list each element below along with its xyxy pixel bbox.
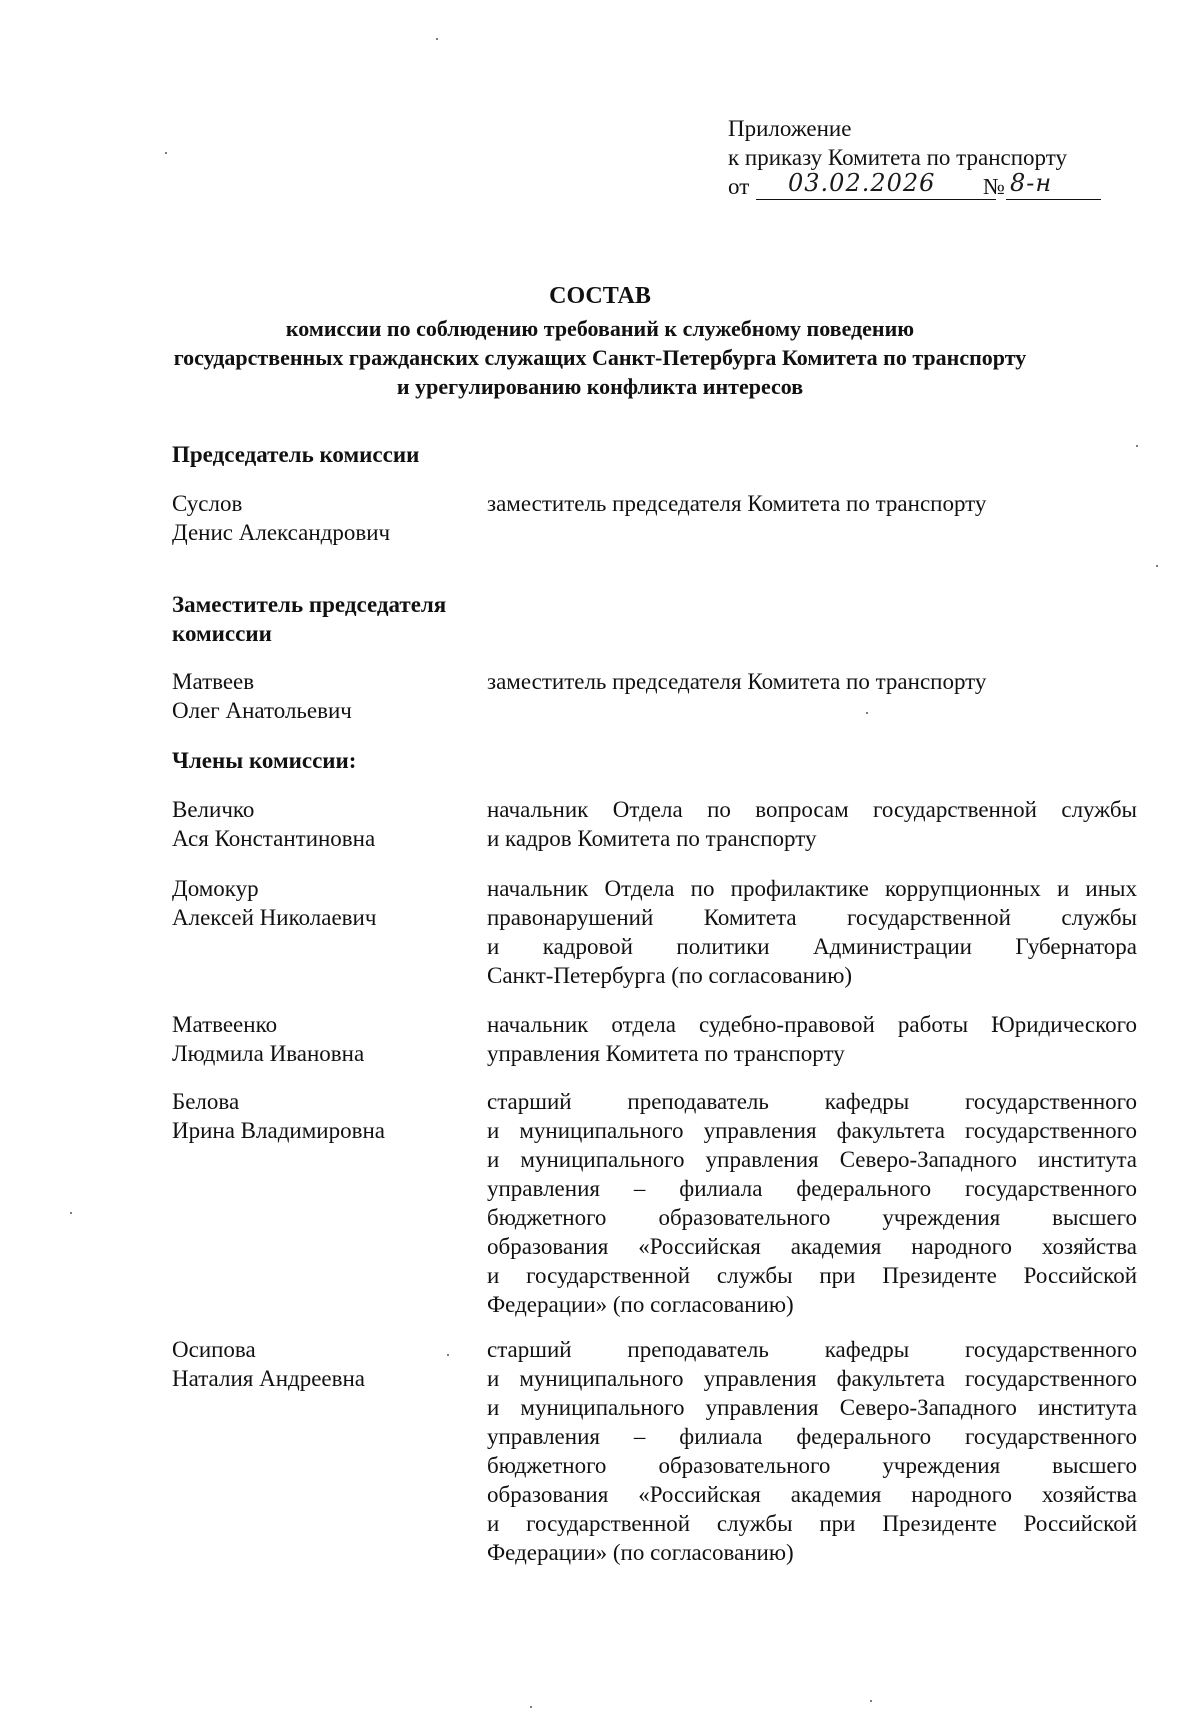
member-given-name: Ася Константиновна	[172, 826, 376, 851]
member-given-name: Наталия Андреевна	[172, 1366, 365, 1391]
role-line: образования «Российская академия народного хозяйства	[487, 1234, 1137, 1259]
member-given-name: Алексей Николаевич	[172, 905, 377, 930]
order-number-handwritten: 8-н	[1010, 169, 1053, 197]
title-line-3: и урегулированию конфликта интересов	[396, 374, 804, 399]
appendix-order-reference: к приказу Комитета по транспорту	[728, 145, 1067, 170]
member-given-name: Людмила Ивановна	[172, 1041, 365, 1066]
member-role	[487, 489, 1137, 518]
member-name	[172, 1010, 472, 1068]
date-underline	[756, 199, 996, 200]
member-name	[172, 1335, 472, 1393]
member-surname: Белова	[172, 1089, 240, 1114]
role-line: начальник отдела судебно-правовой работы Юридического	[487, 1012, 1137, 1037]
order-date-handwritten: 03.02.2026	[788, 169, 936, 197]
member-role	[487, 1335, 1137, 1567]
role-line: образования «Российская академия народного хозяйства	[487, 1482, 1137, 1507]
member-surname: Осипова	[172, 1337, 256, 1362]
member-surname: Матвеев	[172, 669, 255, 694]
appendix-header	[728, 114, 1128, 201]
role-line: Санкт-Петербурга (по согласованию)	[487, 963, 853, 988]
number-underline	[1006, 199, 1101, 200]
role-line: и государственной службы при Президенте Российской	[487, 1263, 1137, 1288]
scan-speck	[1156, 565, 1158, 567]
role-line: и муниципального управления факультета государственного	[487, 1366, 1137, 1391]
member-surname: Суслов	[172, 491, 243, 516]
order-date-number-line	[728, 169, 1128, 201]
role-line: бюджетного образовательного учреждения высшего	[487, 1453, 1137, 1478]
scan-speck	[1136, 445, 1138, 447]
role-line: бюджетного образовательного учреждения высшего	[487, 1205, 1137, 1230]
role-line: Федерации» (по согласованию)	[487, 1540, 794, 1565]
member-name	[172, 489, 472, 547]
chair-heading: Председатель комиссии	[172, 442, 420, 467]
scan-speck	[436, 38, 438, 40]
role-line: и муниципального управления Северо-Западного института	[487, 1395, 1137, 1420]
number-sign: №	[983, 174, 1005, 199]
role-line: и кадровой политики Администрации Губернатора	[487, 934, 1137, 959]
members-heading: Члены комиссии:	[172, 748, 357, 773]
member-surname: Величко	[172, 797, 255, 822]
title-main: СОСТАВ	[549, 283, 651, 309]
scan-speck	[866, 712, 868, 714]
deputy-heading-line-2: комиссии	[172, 621, 272, 646]
appendix-label: Приложение	[728, 116, 852, 141]
role-line: и государственной службы при Президенте Российской	[487, 1511, 1137, 1536]
member-surname: Домокур	[172, 876, 259, 901]
member-given-name: Денис Александрович	[172, 520, 391, 545]
role-line: старший преподаватель кафедры государственного	[487, 1089, 1137, 1114]
member-role	[487, 795, 1137, 853]
member-surname: Матвеенко	[172, 1012, 278, 1037]
member-role	[487, 874, 1137, 990]
title-line-1: комиссии по соблюдению требований к служебному поведению	[285, 316, 915, 341]
member-role	[487, 667, 1137, 696]
role-line: заместитель председателя Комитета по транспорту	[487, 669, 987, 694]
member-given-name: Олег Анатольевич	[172, 698, 352, 723]
title-line-2: государственных гражданских служащих Санкт-Петербурга Комитета по транспорту	[173, 345, 1027, 370]
role-line: управления Комитета по транспорту	[487, 1041, 845, 1066]
role-line: начальник Отдела по вопросам государственной службы	[487, 797, 1137, 822]
member-name	[172, 874, 472, 932]
role-line: правонарушений Комитета государственной службы	[487, 905, 1137, 930]
role-line: старший преподаватель кафедры государственного	[487, 1337, 1137, 1362]
member-name	[172, 667, 472, 725]
scan-speck	[530, 1706, 532, 1708]
role-line: Федерации» (по согласованию)	[487, 1292, 794, 1317]
from-label: от	[728, 174, 750, 199]
deputy-heading	[172, 590, 446, 648]
member-role	[487, 1087, 1137, 1319]
scan-speck	[165, 152, 167, 154]
deputy-heading-line-1: Заместитель председателя	[172, 592, 447, 617]
role-line: управления – филиала федерального государственного	[487, 1176, 1137, 1201]
member-name	[172, 1087, 472, 1145]
document-title	[100, 282, 1100, 401]
role-line: и муниципального управления Северо-Западного института	[487, 1147, 1137, 1172]
scan-speck	[870, 1700, 872, 1702]
role-line: начальник Отдела по профилактике коррупционных и иных	[487, 876, 1137, 901]
scan-speck	[70, 1212, 72, 1214]
role-line: и кадров Комитета по транспорту	[487, 826, 817, 851]
member-given-name: Ирина Владимировна	[172, 1118, 385, 1143]
member-role	[487, 1010, 1137, 1068]
role-line: и муниципального управления факультета государственного	[487, 1118, 1137, 1143]
member-name	[172, 795, 472, 853]
role-line: управления – филиала федерального государственного	[487, 1424, 1137, 1449]
role-line: заместитель председателя Комитета по транспорту	[487, 491, 987, 516]
